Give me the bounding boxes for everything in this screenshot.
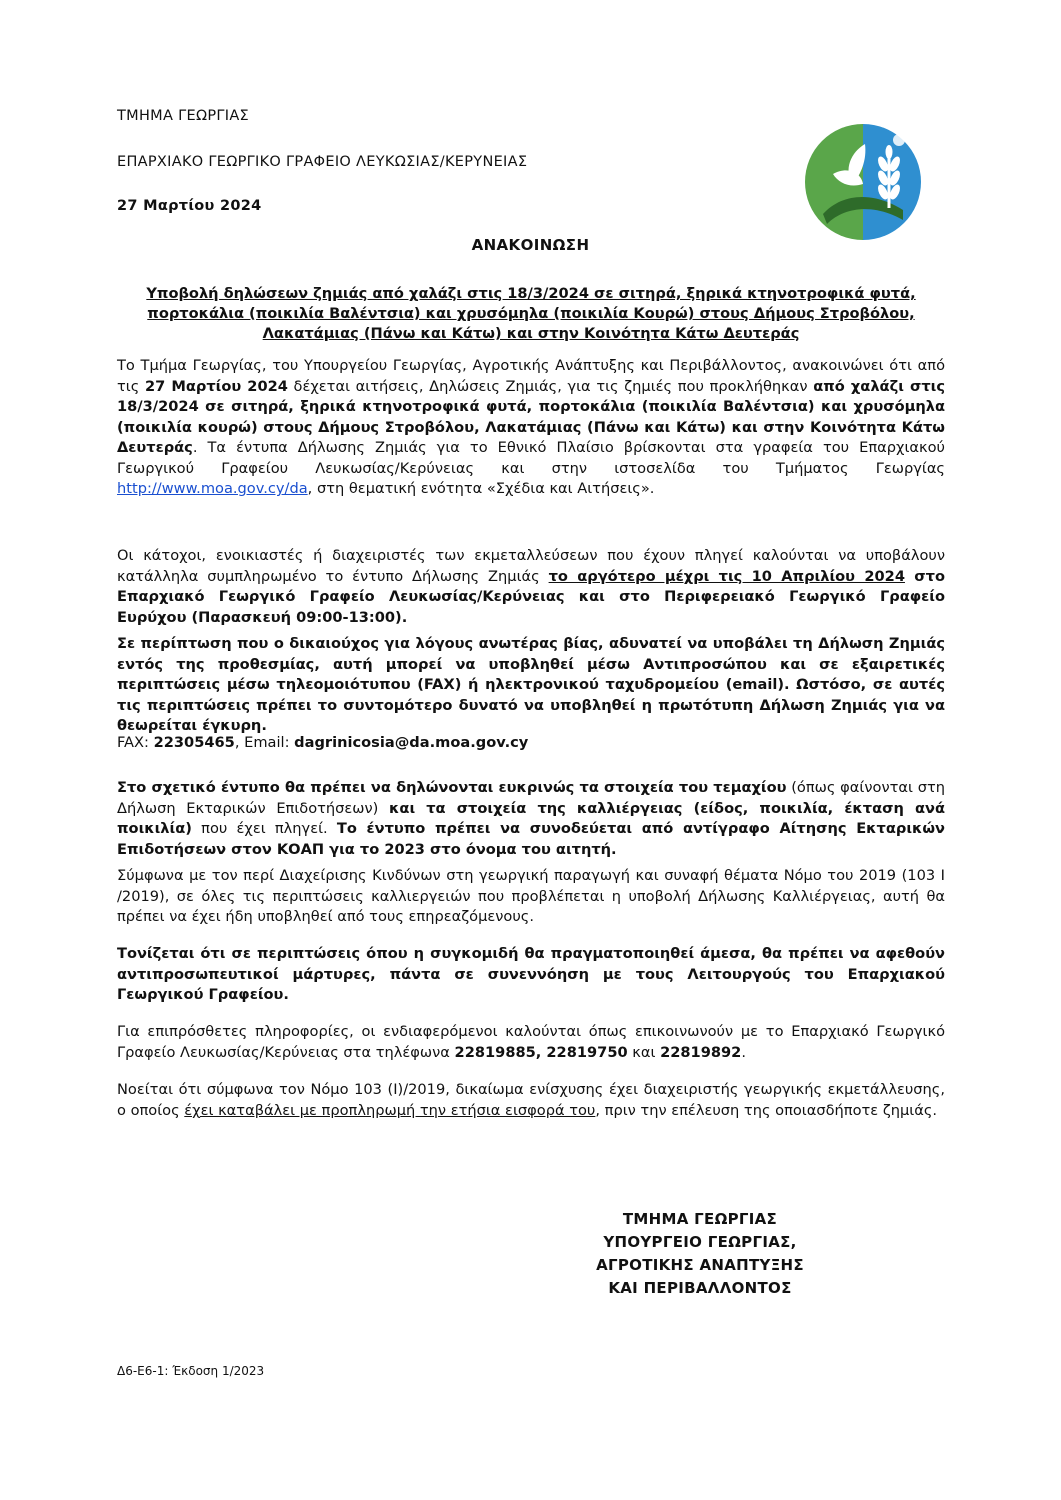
paragraph-eligibility: Νοείται ότι σύμφωνα τον Νόμο 103 (Ι)/2019, δικαίωμα ενίσχυσης έχει διαχειριστής γεωργικής εκμετάλλευσης, ο οποίος έχει καταβάλει με προπληρωμή την ετήσια εισφορά του, πριν την επέλευση της οποιασδήποτε ζημιάς.	[117, 1081, 945, 1119]
paragraph-contact-phones: Για επιπρόσθετες πληροφορίες, οι ενδιαφερόμενοι καλούνται όπως επικοινωνούν με το Επαρχιακό Γεωργικό Γραφείο Λευκωσίας/Κερύνειας στα τηλέφωνα 22819885, 22819750 και 22819892.	[117, 1023, 945, 1061]
moa-website-link[interactable]: http://www.moa.gov.cy/da	[117, 480, 308, 497]
email-address[interactable]: dagrinicosia@da.moa.gov.cy	[294, 734, 529, 751]
department-name: ΤΜΗΜΑ ΓΕΩΡΓΙΑΣ	[117, 108, 250, 124]
signature-line-2: ΥΠΟΥΡΓΕΙΟ ΓΕΩΡΓΙΑΣ,	[603, 1233, 797, 1251]
contact-fax-email: FAX: 22305465, Email: dagrinicosia@da.moa.gov.cy	[117, 734, 529, 751]
signature-line-1: ΤΜΗΜΑ ΓΕΩΡΓΙΑΣ	[622, 1210, 778, 1228]
document-version-footer: Δ6-Ε6-1: Έκδοση 1/2023	[117, 1364, 265, 1378]
agriculture-department-logo	[803, 122, 923, 242]
signature-line-3: ΑΓΡΟΤΙΚΗΣ ΑΝΑΠΤΥΞΗΣ	[596, 1256, 804, 1274]
paragraph-law-reference: Σύμφωνα με τον περί Διαχείρισης Κινδύνων στη γεωργική παραγωγή και συναφή θέματα Νόμο του 2019 (103 Ι /2019), σε όλες τις περιπτώσεις καλλιεργειών που προβλέπεται η υποβολή Δήλωσης Καλλιέργειας, αυτή θα πρέπει να έχει ήδη υποβληθεί από τους επηρεαζόμενους.	[117, 867, 945, 925]
paragraph-intro: Το Τμήμα Γεωργίας, του Υπουργείου Γεωργίας, Αγροτικής Ανάπτυξης και Περιβάλλοντος, ανακοινώνει ότι από τις 27 Μαρτίου 2024 δέχεται αιτήσεις, Δηλώσεις Ζημιάς, για τις ζημιές που προκλήθηκαν από χαλάζι στις 18/3/2024 σε σιτηρά, ξηρικά κτηνοτροφικά φυτά, πορτοκάλια (ποικιλία Βαλέντσια) και χρυσόμηλα (ποικιλία κουρώ) στους Δήμους Στροβόλου, Λακατάμιας (Πάνω και Κάτω) και στην Κοινότητα Κάτω Δευτεράς. Τα έντυπα Δήλωσης Ζημιάς για το Εθνικό Πλαίσιο βρίσκονται στα γραφεία του Επαρχιακού Γεωργικού Γραφείου Λευκωσίας/Κερύνειας και στην ιστοσελίδα του Τμήματος Γεωργίας http://www.moa.gov.cy/da, στη θεματική ενότητα «Σχέδια και Αιτήσεις».	[117, 357, 945, 497]
document-date: 27 Μαρτίου 2024	[117, 198, 262, 214]
signature-block	[530, 1208, 870, 1300]
office-name: ΕΠΑΡΧΙΑΚΟ ΓΕΩΡΓΙΚΟ ΓΡΑΦΕΙΟ ΛΕΥΚΩΣΙΑΣ/ΚΕΡΥΝΕΙΑΣ	[117, 154, 528, 170]
signature-line-4: ΚΑΙ ΠΕΡΙΒΑΛΛΟΝΤΟΣ	[608, 1279, 792, 1297]
paragraph-form-details: Στο σχετικό έντυπο θα πρέπει να δηλώνονται ευκρινώς τα στοιχεία του τεμαχίου (όπως φαίνονται στη Δήλωση Εκταρικών Επιδοτήσεων) και τα στοιχεία της καλλιέργειας (είδος, ποικιλία, έκταση ανά ποικιλία) που έχει πληγεί. Το έντυπο πρέπει να συνοδεύεται από αντίγραφο Αίτησης Εκταρικών Επιδοτήσεων στον ΚΟΑΠ για το 2023 στο όνομα του αιτητή.	[117, 779, 946, 858]
paragraph-harvest-note: Τονίζεται ότι σε περιπτώσεις όπου η συγκομιδή θα πραγματοποιηθεί άμεσα, θα πρέπει να αφεθούν αντιπροσωπευτικοί μάρτυρες, πάντα σε συνεννόηση με τους Λειτουργούς του Επαρχιακού Γεωργικού Γραφείου.	[117, 945, 945, 1003]
paragraph-force-majeure: Σε περίπτωση που ο δικαιούχος για λόγους ανωτέρας βίας, αδυνατεί να υποβάλει τη Δήλωση Ζημιάς εντός της προθεσμίας, αυτή μπορεί να υποβληθεί μέσω Αντιπροσώπου και σε εξαιρετικές περιπτώσεις μέσω τηλεομοιότυπου (FAX) ή ηλεκτρονικού ταχυδρομείου (email). Ωστόσο, σε αυτές τις περιπτώσεις πρέπει το συντομότερο δυνατό να υποβληθεί η πρωτότυπη Δήλωση Ζημιάς για να θεωρείται έγκυρη.	[117, 635, 945, 734]
fax-number: 22305465	[153, 734, 235, 751]
announcement-title: ΑΝΑΚΟΙΝΩΣΗ	[471, 236, 590, 254]
announcement-subject: Υποβολή δηλώσεων ζημιάς από χαλάζι στις 18/3/2024 σε σιτηρά, ξηρικά κτηνοτροφικά φυτά, πορτοκάλια (ποικιλία Βαλέντσια) και χρυσόμηλα (ποικιλία Κουρώ) στους Δήμους Στροβόλου, Λακατάμιας (Πάνω και Κάτω) και στην Κοινότητα Κάτω Δευτεράς	[146, 285, 916, 342]
paragraph-deadline: Οι κάτοχοι, ενοικιαστές ή διαχειριστές των εκμεταλλεύσεων που έχουν πληγεί καλούνται να υποβάλουν κατάλληλα συμπληρωμένο το έντυπο Δήλωσης Ζημιάς το αργότερο μέχρι τις 10 Απριλίου 2024 στο Επαρχιακό Γεωργικό Γραφείο Λευκωσίας/Κερύνειας και στο Περιφερειακό Γεωργικό Γραφείο Ευρύχου (Παρασκευή 09:00-13:00).	[117, 547, 945, 626]
